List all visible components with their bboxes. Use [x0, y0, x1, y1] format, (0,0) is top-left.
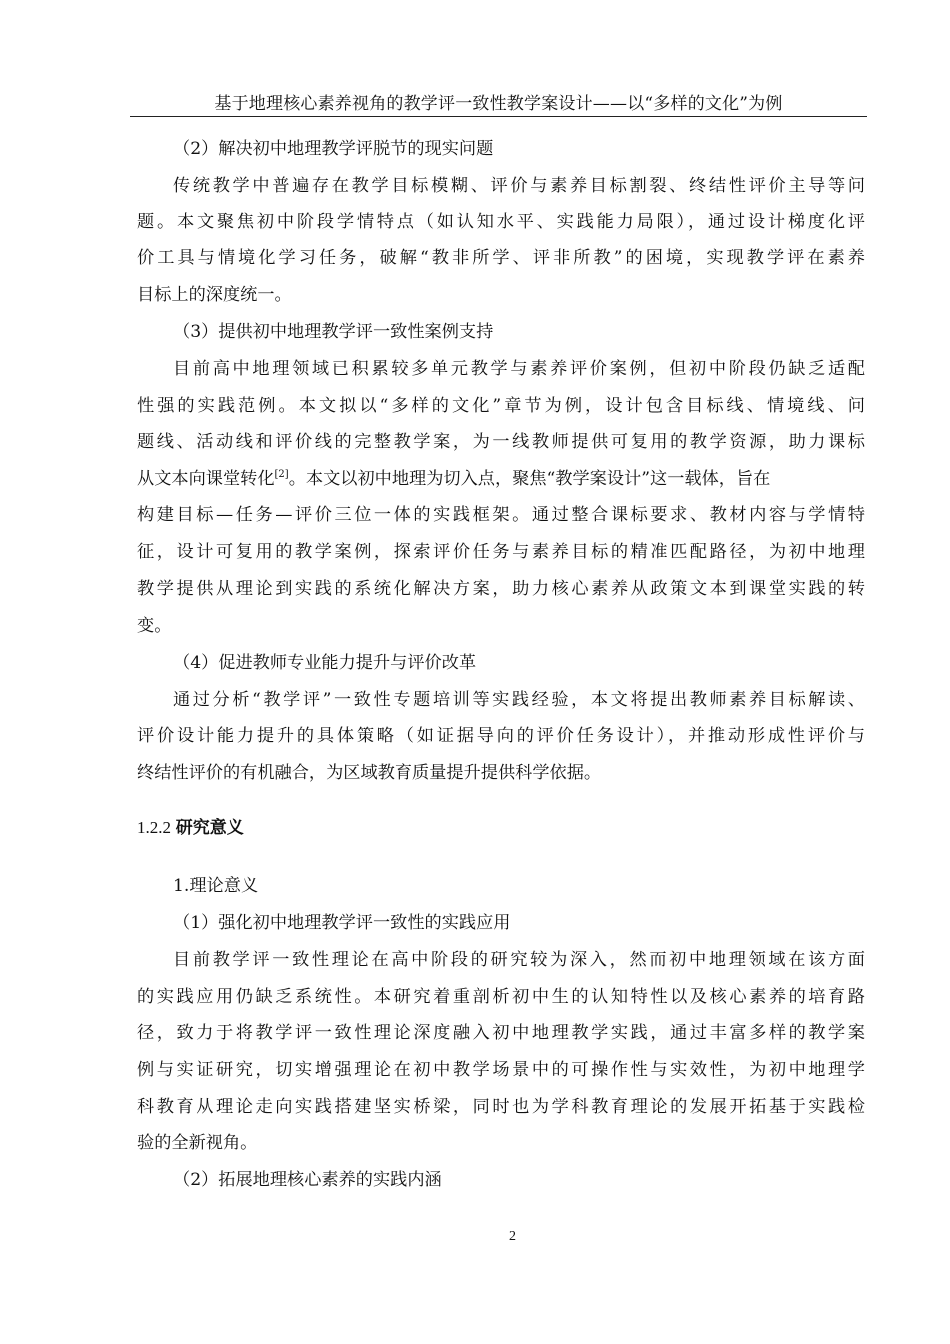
paragraph-line: 通过分析“教学评”一致性专题培训等实践经验，本文将提出教师素养目标解读、	[173, 690, 865, 710]
header-divider	[130, 116, 867, 117]
subheading-item2: （2）解决初中地理教学评脱节的现实问题	[173, 139, 494, 159]
paragraph-line-with-citation	[137, 467, 865, 491]
paragraph-line: 科教育从理论走向实践搭建坚实桥梁，同时也为学科教育理论的发展开拓基于实践检	[137, 1097, 865, 1117]
paragraph-line: 价工具与情境化学习任务，破解“教非所学、评非所教”的困境，实现教学评在素养	[137, 248, 865, 268]
paragraph-line: 目前教学评一致性理论在高中阶段的研究较为深入，然而初中地理领域在该方面	[173, 950, 865, 970]
paragraph-line: 征，设计可复用的教学案例，探索评价任务与素养目标的精准匹配路径，为初中地理	[137, 542, 865, 562]
subheading-theory: 1.理论意义	[173, 876, 259, 896]
paragraph-line: 的实践应用仍缺乏系统性。本研究着重剖析初中生的认知特性以及核心素养的培育路	[137, 987, 865, 1007]
section-title: 研究意义	[175, 818, 244, 837]
paragraph-line: 传统教学中普遍存在教学目标模糊、评价与素养目标割裂、终结性评价主导等问	[173, 176, 865, 196]
paragraph-line: 题线、活动线和评价线的完整教学案，为一线教师提供可复用的教学资源，助力课标	[137, 432, 865, 452]
subheading-theory-1: （1）强化初中地理教学评一致性的实践应用	[173, 913, 511, 933]
paragraph-line: 变。	[137, 616, 172, 636]
paragraph-line: 目标上的深度统一。	[137, 285, 292, 305]
running-header: 基于地理核心素养视角的教学评一致性教学案设计——以“多样的文化”为例	[214, 94, 783, 114]
paragraph-line: 径，致力于将教学评一致性理论深度融入初中地理教学实践，通过丰富多样的教学案	[137, 1023, 865, 1043]
subheading-item4: （4）促进教师专业能力提升与评价改革	[173, 653, 477, 673]
paragraph-line: 构建目标—任务—评价三位一体的实践框架。通过整合课标要求、教材内容与学情特	[137, 505, 865, 525]
citation-ref[interactable]: [2]	[274, 469, 289, 480]
paragraph-line: 评价设计能力提升的具体策略（如证据导向的评价任务设计），并推动形成性评价与	[137, 726, 865, 746]
paragraph-line: 性强的实践范例。本文拟以“多样的文化”章节为例，设计包含目标线、情境线、问	[137, 396, 865, 416]
section-number: 1.2.2	[137, 818, 171, 837]
subheading-theory-2: （2）拓展地理核心素养的实践内涵	[173, 1170, 442, 1190]
subheading-item3: （3）提供初中地理教学评一致性案例支持	[173, 322, 494, 342]
paragraph-line: 终结性评价的有机融合，为区域教育质量提升提供科学依据。	[137, 763, 602, 783]
section-heading-1-2-2	[137, 816, 244, 840]
text-segment: 从文本向课堂转化	[137, 469, 275, 489]
paragraph-line: 题。本文聚焦初中阶段学情特点（如认知水平、实践能力局限），通过设计梯度化评	[137, 212, 865, 232]
paragraph-line: 目前高中地理领域已积累较多单元教学与素养评价案例，但初中阶段仍缺乏适配	[173, 359, 865, 379]
text-segment: 。本文以初中地理为切入点，聚焦“教学案设计”这一载体，旨在	[288, 469, 771, 489]
page-number: 2	[509, 1229, 516, 1244]
paragraph-line: 验的全新视角。	[137, 1133, 258, 1153]
paragraph-line: 教学提供从理论到实践的系统化解决方案，助力核心素养从政策文本到课堂实践的转	[137, 579, 865, 599]
paragraph-line: 例与实证研究，切实增强理论在初中教学场景中的可操作性与实效性，为初中地理学	[137, 1060, 865, 1080]
